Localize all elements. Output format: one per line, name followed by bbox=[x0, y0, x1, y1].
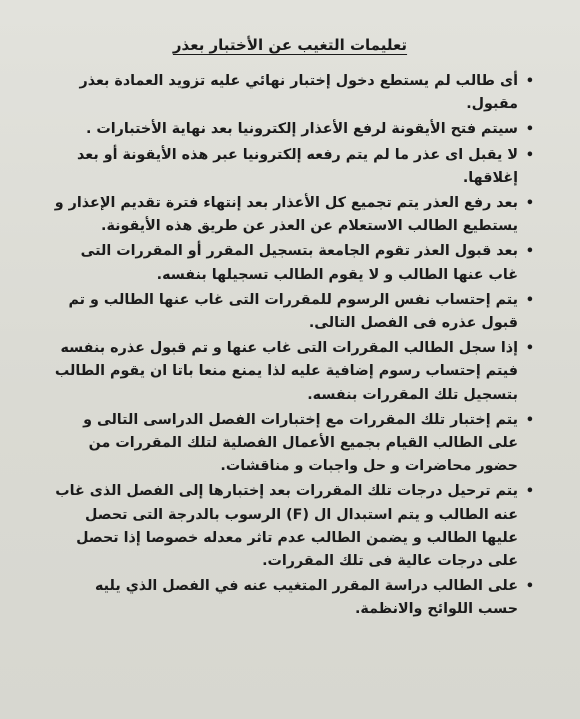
list-item-text: يتم إحتساب نفس الرسوم للمقررات التى غاب عنها الطالب و تم قبول عذره فى الفصل التالى. bbox=[68, 291, 518, 332]
list-item bbox=[54, 240, 534, 286]
bullet-icon: • bbox=[525, 484, 534, 500]
bullet-icon: • bbox=[525, 579, 534, 595]
list-item bbox=[54, 337, 534, 407]
bullet-icon: • bbox=[525, 244, 534, 260]
list-item bbox=[54, 575, 534, 621]
list-item-text: لا يقبل اى عذر ما لم يتم رفعه إلكترونيا عبر هذه الأيقونة أو بعد إغلاقها. bbox=[77, 146, 518, 186]
list-item bbox=[54, 118, 534, 141]
list-item-text: بعد قبول العذر تقوم الجامعة بتسجيل المقرر أو المقررات التى غاب عنها الطالب و لا يقوم الطالب تسجيلها بنفسه. bbox=[80, 243, 518, 283]
list-item bbox=[54, 144, 534, 190]
list-item-text: إذا سجل الطالب المقررات التى غاب عنها و تم قبول عذره بنفسه فيتم إحتساب رسوم إضافية عليه لذا يمنع منعا باتا ان يقوم الطالب بتسجيل تلك المقررات بنفسه. bbox=[54, 340, 518, 403]
list-item-text: يتم إختبار تلك المقررات مع إختبارات الفصل الدراسى التالى و على الطالب القيام بجميع الأعمال الفصلية لتلك المقررات من حضور محاضرات و حل واجبات و مناقشات. bbox=[83, 411, 518, 475]
list-item bbox=[54, 480, 534, 573]
bullet-icon: • bbox=[525, 412, 534, 428]
list-item bbox=[54, 289, 534, 335]
list-item bbox=[54, 192, 534, 238]
document-title: تعليمات التغيب عن الأختبار بعذر bbox=[172, 36, 408, 54]
list-item-text: سيتم فتح الأيقونة لرفع الأعذار إلكترونيا بعد نهاية الأختبارات . bbox=[85, 121, 518, 138]
bullet-icon: • bbox=[525, 292, 534, 308]
list-item-text: بعد رفع العذر يتم تجميع كل الأعذار بعد إنتهاء فترة تقديم الإعذار و يستطيع الطالب الاستعلام عن العذر عن طريق هذه الأيقونة. bbox=[54, 195, 518, 235]
bullet-icon: • bbox=[525, 341, 534, 357]
list-item-text: يتم ترحيل درجات تلك المقررات بعد إختبارها إلى الفصل الذى غاب عنه الطالب و يتم استبدال ال (F) الرسوب بالدرجة التى تحصل عليها الطالب و يضمن الطالب عدم تاثر معدله خصوصا إذا تحصل على درجات عالية فى تلك المقررات. bbox=[55, 483, 518, 570]
list-item-text: على الطالب دراسة المقرر المتغيب عنه في الفصل الذي يليه حسب اللوائح والانظمة. bbox=[95, 578, 518, 618]
list-item bbox=[54, 409, 534, 479]
instructions-list bbox=[54, 70, 534, 624]
bullet-icon: • bbox=[525, 122, 534, 138]
bullet-icon: • bbox=[525, 147, 534, 163]
bullet-icon: • bbox=[525, 196, 534, 212]
list-item bbox=[54, 70, 534, 116]
bullet-icon: • bbox=[525, 74, 534, 89]
list-item-text: أى طالب لم يستطع دخول إختبار نهائي عليه تزويد العمادة بعذر مقبول. bbox=[79, 73, 518, 113]
